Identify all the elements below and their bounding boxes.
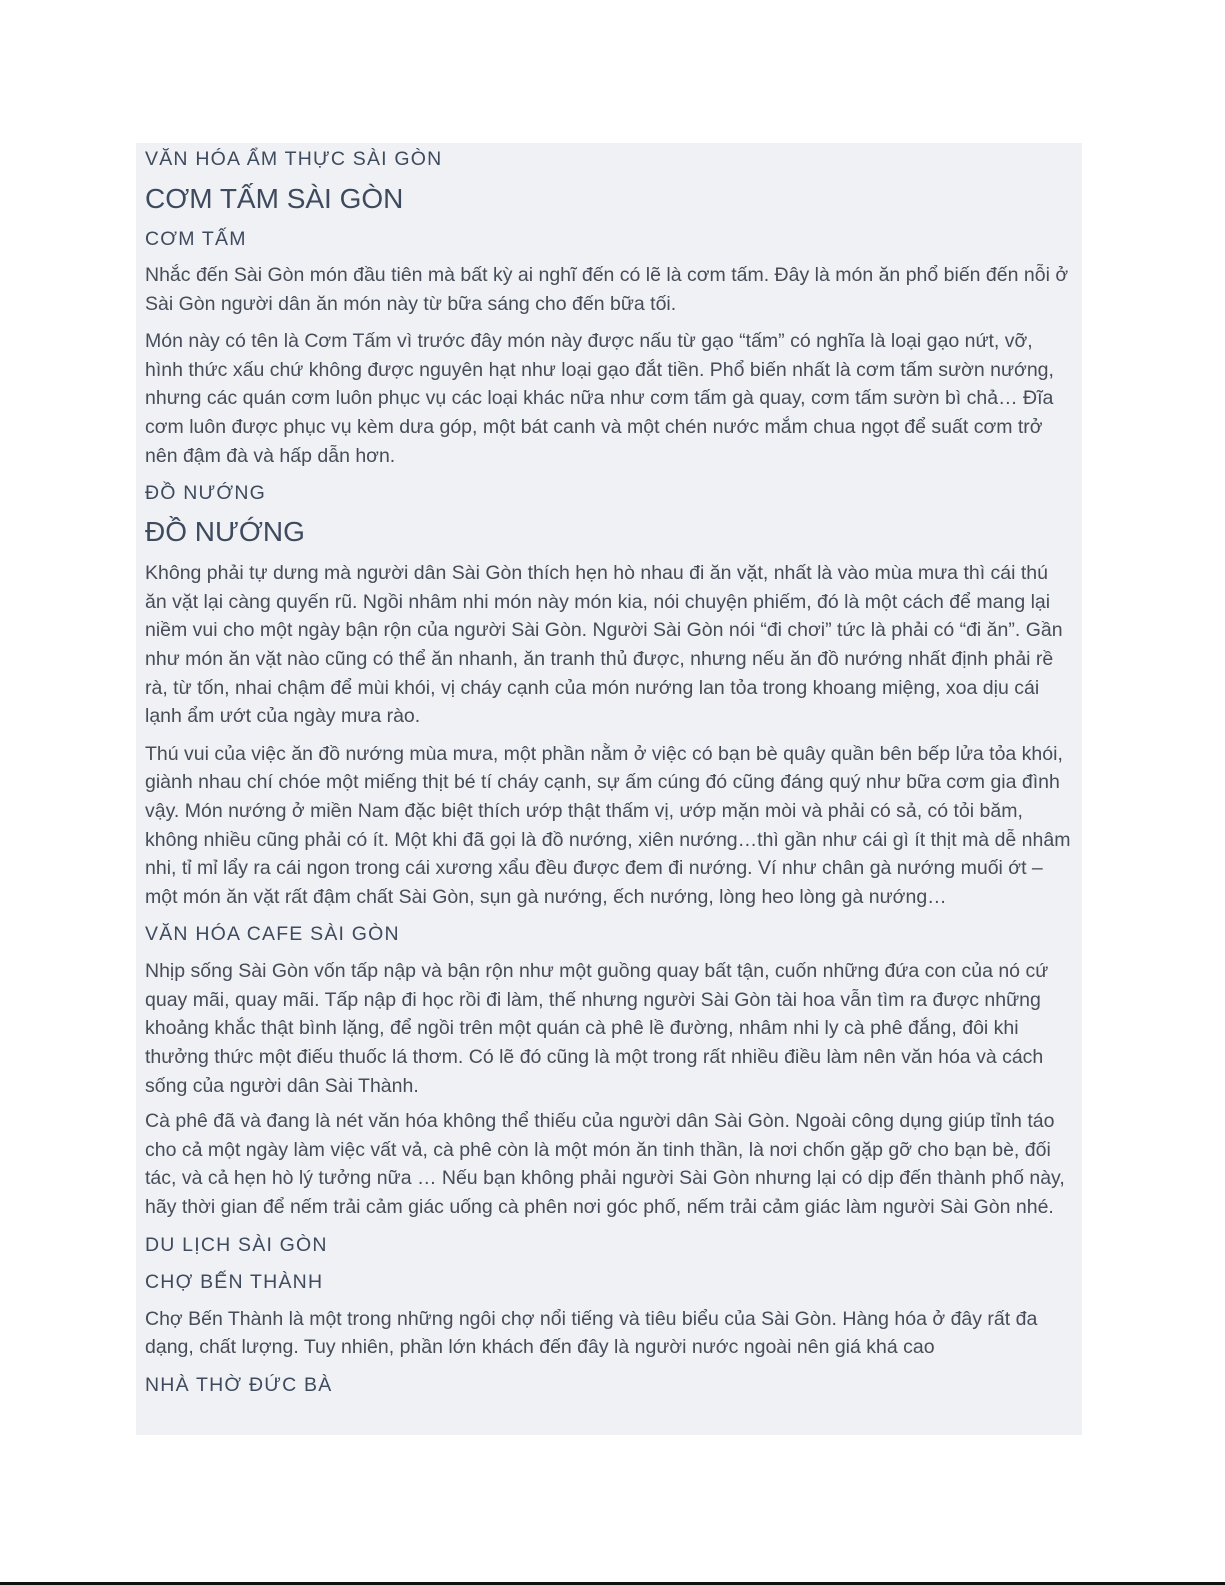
document-page [136,143,1082,1435]
com-tam-paragraph-1: Nhắc đến Sài Gòn món đầu tiên mà bất kỳ ai nghĩ đến có lẽ là cơm tấm. Đây là món ăn phổ biến đến nỗi ở Sài Gòn người dân ăn món này từ bữa sáng cho đến bữa tối. [145,264,1069,315]
do-nuong-paragraph-1: Không phải tự dưng mà người dân Sài Gòn thích hẹn hò nhau đi ăn vặt, nhất là vào mùa mưa thì cái thú ăn vặt lại càng quyến rũ. Ngồi nhâm nhi món này món kia, nói chuyện phiếm, đó là một cách để mang lại niềm vui cho một ngày bận rộn của người Sài Gòn. Người Sài Gòn nói “đi chơi” tức là phải có “đi ăn”. Gần như món ăn vặt nào cũng có thể ăn nhanh, ăn tranh thủ được, nhưng nếu ăn đồ nướng nhất định phải rề rà, từ tốn, nhai chậm để mùi khói, vị cháy cạnh của món nướng lan tỏa trong khoang miệng, xoa dịu cái lạnh ẩm ướt của ngày mưa rào. [145,562,1063,728]
ben-thanh-kicker: CHỢ BẾN THÀNH [145,1270,324,1293]
section-kicker-culture-food: VĂN HÓA ẨM THỰC SÀI GÒN [145,148,443,170]
notre-dame-kicker: NHÀ THỜ ĐỨC BÀ [145,1373,333,1396]
com-tam-paragraph-2: Món này có tên là Cơm Tấm vì trước đây món này được nấu từ gạo “tấm” có nghĩa là loại gạo nứt, vỡ, hình thức xấu chứ không được nguyên hạt như loại gạo đắt tiền. Phổ biến nhất là cơm tấm sườn nướng, nhưng các quán cơm luôn phục vụ các loại khác nữa như cơm tấm gà quay, cơm tấm sườn bì chả… Đĩa cơm luôn được phục vụ kèm dưa góp, một bát canh và một chén nước mắm chua ngọt để suất cơm trở nên đậm đà và hấp dẫn hơn. [145,330,1054,467]
cafe-kicker: VĂN HÓA CAFE SÀI GÒN [145,923,400,946]
travel-kicker: DU LỊCH SÀI GÒN [145,1233,328,1256]
do-nuong-paragraph-2: Thú vui của việc ăn đồ nướng mùa mưa, một phần nằm ở việc có bạn bè quây quần bên bếp lửa tỏa khói, giành nhau chí chóe một miếng thịt bé tí cháy cạnh, sự ấm cúng đó cũng đáng quý như bữa cơm gia đình vậy. Món nướng ở miền Nam đặc biệt thích ướp thật thấm vị, ướp mặn mòi và phải có sả, có tỏi băm, không nhiều cũng phải có ít. Một khi đã gọi là đồ nướng, xiên nướng…thì gần như cái gì ít thịt mà dễ nhâm nhi, tỉ mỉ lẩy ra cái ngon trong cái xương xẩu đều được đem đi nướng. Ví như chân gà nướng muối ớt – một món ăn vặt rất đậm chất Sài Gòn, sụn gà nướng, ếch nướng, lòng heo lòng gà nướng… [145,742,1071,908]
do-nuong-title: ĐỒ NƯỚNG [145,516,305,548]
cafe-paragraph-1: Nhịp sống Sài Gòn vốn tấp nập và bận rộn như một guồng quay bất tận, cuốn những đứa con của nó cứ quay mãi, quay mãi. Tấp nập đi học rồi đi làm, thế nhưng người Sài Gòn tài hoa vẫn tìm ra được những khoảng khắc thật bình lặng, để ngồi trên một quán cà phê lề đường, nhâm nhi ly cà phê đắng, đôi khi thưởng thức một điếu thuốc lá thơm. Có lẽ đó cũng là một trong rất nhiều điều làm nên văn hóa và cách sống của người dân Sài Thành. [145,960,1049,1097]
cafe-paragraph-2: Cà phê đã và đang là nét văn hóa không thể thiếu của người dân Sài Gòn. Ngoài công dụng giúp tỉnh táo cho cả một ngày làm việc vất vả, cà phê còn là một món ăn tinh thần, là nơi chốn gặp gỡ cho bạn bè, đối tác, và cả hẹn hò lý tưởng nữa … Nếu bạn không phải người Sài Gòn nhưng lại có dịp đến thành phố này, hãy thời gian để nếm trải cảm giác uống cà phên nơi góc phố, nếm trải cảm giác làm người Sài Gòn nhé. [145,1110,1065,1219]
ben-thanh-paragraph: Chợ Bến Thành là một trong những ngôi chợ nổi tiếng và tiêu biểu của Sài Gòn. Hàng hóa ở đây rất đa dạng, chất lượng. Tuy nhiên, phần lớn khách đến đây là người nước ngoài nên giá khá cao [145,1307,1038,1359]
com-tam-kicker: CƠM TẤM [145,228,247,250]
do-nuong-kicker: ĐỒ NƯỚNG [145,482,266,505]
com-tam-title: CƠM TẤM SÀI GÒN [145,183,404,214]
